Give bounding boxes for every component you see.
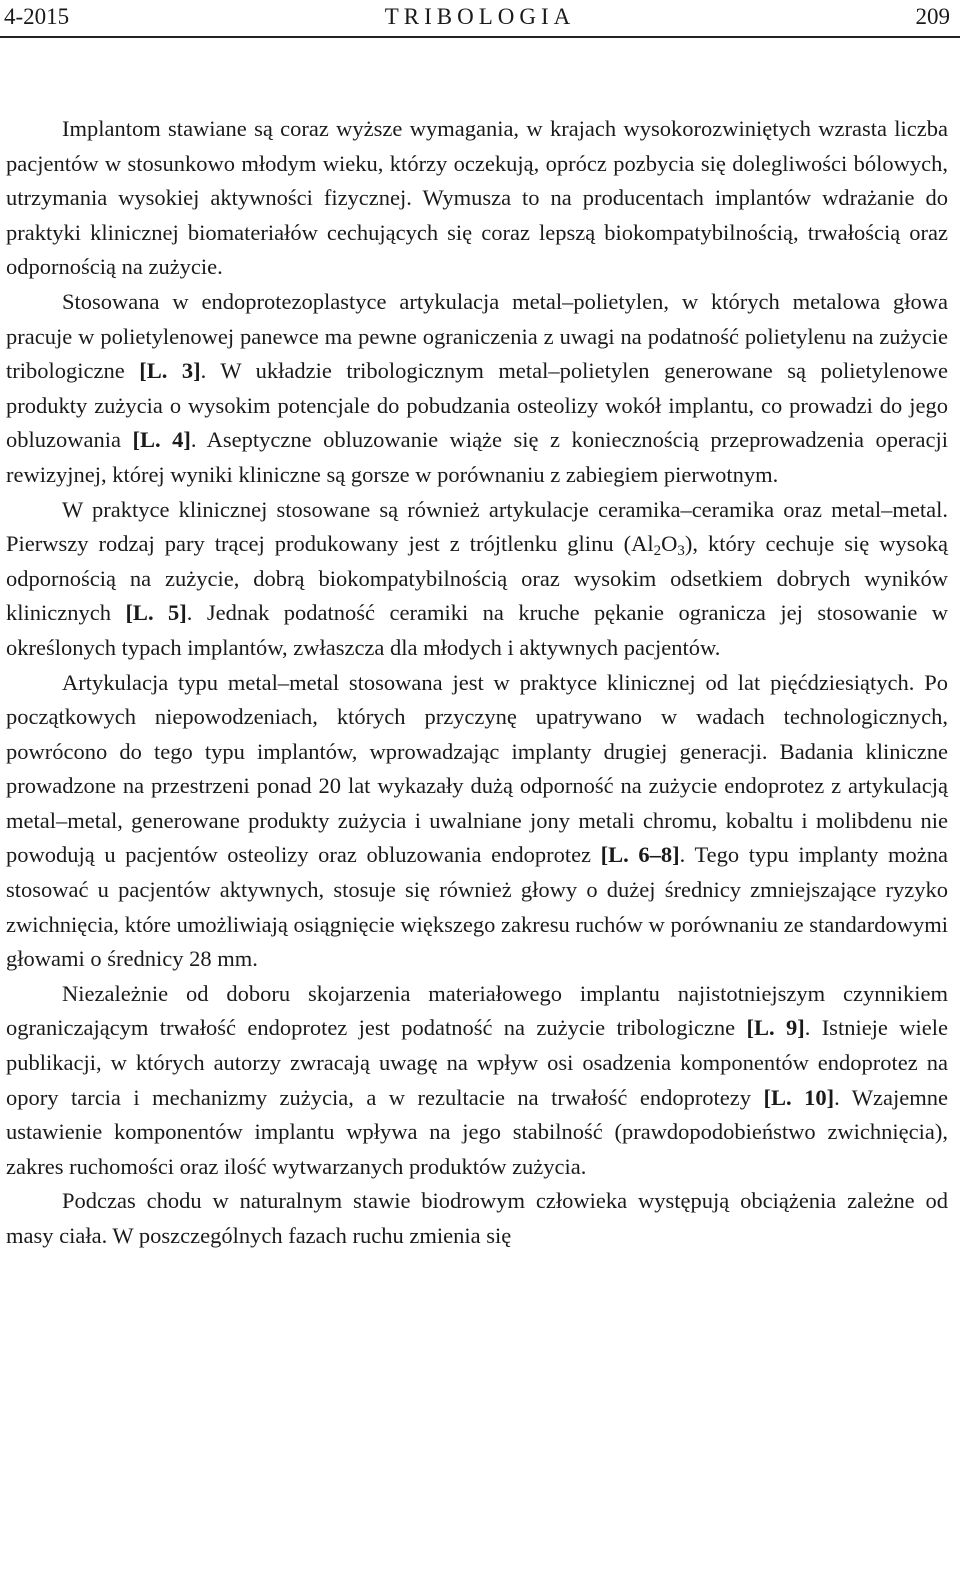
page-number: 209 (915, 4, 950, 29)
subscript: 3 (677, 543, 685, 560)
running-header (0, 0, 960, 38)
citation: [L. 4] (132, 427, 191, 453)
paragraph-metal-polyethylene (6, 285, 948, 493)
paragraph-implant-requirements (6, 112, 948, 285)
paragraph-text: . Istnieje wiele publikacji, w których autorzy zwracają uwagę na wpływ osi osadzenia komponentów endoprotez na opory tarcia i mechanizmy zużycia, a w rezultacie na trwałość endoprotezy (6, 1015, 948, 1110)
citation: [L. 10] (763, 1084, 835, 1110)
citation: [L. 6–8] (600, 842, 680, 868)
paragraph-text: Niezależnie od doboru skojarzenia materiałowego implantu najistotniejszym czynnikiem ograniczającym trwałość endoprotez jest podatność na zużycie tribologiczne (6, 980, 948, 1041)
paragraph-text: . Jednak podatność ceramiki na kruche pękanie ogranicza jej stosowanie w określonych typach implantów, zwłaszcza dla młodych i aktywnych pacjentów. (6, 600, 949, 660)
paragraph-ceramic (6, 493, 948, 666)
citation: [L. 9] (746, 1015, 805, 1041)
article-body (6, 112, 948, 1254)
paragraph-text: . W układzie tribologicznym metal–polietylen generowane są polietylenowe produkty zużycia o wysokim potencjale do pobudzania osteolizy wokół implantu, co prowadzi do jego obluzowania (6, 358, 948, 453)
paragraph-text: Implantom stawiane są coraz wyższe wymagania, w krajach wysokorozwiniętych wzrasta liczba pacjentów w stosunkowo młodym wieku, którzy oczekują, oprócz pozbycia się dolegliwości bólowych, utrzymania wysokiej aktywności fizycznej. Wymusza to na producentach implantów wdrażanie do praktyki klinicznej biomateriałów cechujących się coraz lepszą biokompatybilnością, trwałością oraz odpornością na zużycie. (6, 116, 948, 280)
paragraph-text: Podczas chodu w naturalnym stawie biodrowym człowieka występują obciążenia zależne od masy ciała. W poszczególnych fazach ruchu zmienia się (6, 1188, 948, 1248)
paragraph-text: W praktyce klinicznej stosowane są również artykulacje ceramika–ceramika oraz metal–metal. Pierwszy rodzaj pary trącej produkowany jest z trójtlenku glinu (Al (6, 496, 948, 557)
citation: [L. 5] (125, 600, 187, 626)
issue-number: 4-2015 (4, 4, 70, 29)
citation: [L. 3] (139, 358, 201, 384)
subscript: 2 (653, 543, 662, 560)
paragraph-text: . Tego typu implanty można stosować u pacjentów aktywnych, stosuje się również głowy o dużej średnicy zmniejszające ryzyko zwichnięcia, które umożliwiają osiągnięcie większego zakresu ruchów w porównaniu ze standardowymi głowami o średnicy 28 mm. (6, 842, 949, 972)
paragraph-text: . Wzajemne ustawienie komponentów implantu wpływa na jego stabilność (prawdopodobieństwo zwichnięcia), zakres ruchomości oraz ilość wytwarzanych produktów zużycia. (6, 1084, 948, 1179)
journal-title: TRIBOLOGIA (384, 4, 576, 29)
paragraph-wear-factors (6, 977, 948, 1185)
paragraph-text: Stosowana w endoprotezoplastyce artykulacja metal–polietylen, w których metalowa głowa pracuje w polietylenowej panewce ma pewne ograniczenia z uwagi na podatność polietylenu na zużycie tribologiczne (6, 288, 948, 384)
paragraph-text: Artykulacja typu metal–metal stosowana jest w praktyce klinicznej od lat pięćdziesiątych. Po początkowych niepowodzeniach, których przyczynę upatrywano w wadach technologicznych, powrócono do tego typu implantów, wprowadzając implanty drugiej generacji. Badania kliniczne prowadzone na przestrzeni ponad 20 lat wykazały dużą odporność na zużycie endoprotez z artykulacją metal–metal, generowane produkty zużycia i uwalniane jony metali chromu, kobaltu i molibdenu nie powodują u pacjentów osteolizy oraz obluzowania endoprotez (6, 669, 948, 868)
paragraph-text: O (661, 531, 678, 557)
paragraph-text: . Aseptyczne obluzowanie wiąże się z koniecznością przeprowadzenia operacji rewizyjnej, której wyniki kliniczne są gorsze w porównaniu z zabiegiem pierwotnym. (6, 427, 948, 487)
paragraph-gait-loads (6, 1184, 948, 1253)
paragraph-text: ), który cechuje się wysoką odpornością na zużycie, dobrą biokompatybilnością oraz wysokim odsetkiem dobrych wyników klinicznych (6, 531, 949, 626)
paragraph-metal-metal (6, 666, 948, 977)
